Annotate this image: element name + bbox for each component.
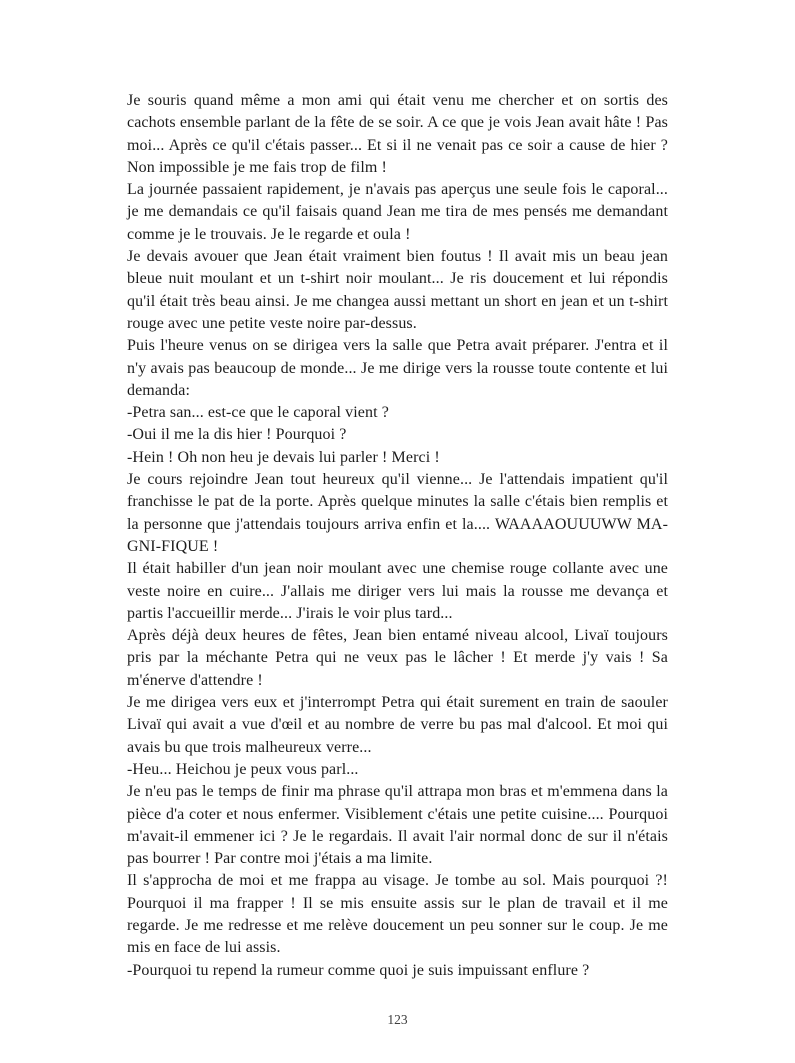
paragraph: -Hein ! Oh non heu je devais lui parler ! Merci ! (127, 448, 440, 466)
paragraph: Je cours rejoindre Jean tout heureux qu'il vienne... Je l'attendais impatient qu'il franchisse le pat de la porte. Après quelque minutes la salle c'étais bien remplis et la personne que j'attendais toujours arriva enfin et la.... WAAAAOUUUWW MA-GNI-FIQUE ! (127, 471, 668, 555)
text-body (127, 90, 668, 982)
paragraph: Je me dirigea vers eux et j'interrompt Petra qui était surement en train de saouler Livaï qui avait a vue d'œil et au nombre de verre bu pas mal d'alcool. Et moi qui avais bu que trois malheureux verre... (127, 694, 668, 756)
paragraph: Je n'eu pas le temps de finir ma phrase qu'il attrapa mon bras et m'emmena dans la pièce d'a coter et nous enfermer. Visiblement c'étais une petite cuisine.... Pourquoi m'avait-il emmener ici ? Je le regardais. Il avait l'air normal donc de sur il n'étais pas bourrer ! Par contre moi j'étais a ma limite. (127, 783, 668, 868)
paragraph: Il s'approcha de moi et me frappa au visage. Je tombe au sol. Mais pourquoi ?! Pourquoi il ma frapper ! Il se mis ensuite assis sur le plan de travail et il me regarde. Je me redresse et me relève doucement un peu sonner sur le coup. Je me mis en face de lui assis. (127, 872, 668, 957)
paragraph: Il était habiller d'un jean noir moulant avec une chemise rouge collante avec une veste noire en cuire... J'allais me diriger vers lui mais la rousse me devança et partis l'accueillir merde... J'irais le voir plus tard... (127, 560, 668, 622)
paragraph: -Heu... Heichou je peux vous parl... (127, 760, 359, 778)
paragraph: La journée passaient rapidement, je n'avais pas aperçus une seule fois le caporal... je me demandais ce qu'il faisais quand Jean me tira de mes pensés me demandant comme je le trouvais. Je le regarde et oula ! (127, 181, 668, 243)
paragraph: Je devais avouer que Jean était vraiment bien foutus ! Il avait mis un beau jean bleue nuit moulant et un t-shirt noir moulant... Je ris doucement et lui répondis qu'il était très beau ainsi. Je me changea aussi mettant un short en jean et un t-shirt rouge avec une petite veste noire par-dessus. (127, 248, 668, 332)
paragraph: -Petra san... est-ce que le caporal vient ? (127, 404, 389, 422)
paragraph: Après déjà deux heures de fêtes, Jean bien entamé niveau alcool, Livaï toujours pris par la méchante Petra qui ne veux pas le lâcher ! Et merde j'y vais ! Sa m'énerve d'attendre ! (127, 627, 668, 689)
paragraph: -Oui il me la dis hier ! Pourquoi ? (127, 426, 347, 444)
paragraph: -Pourquoi tu repend la rumeur comme quoi je suis impuissant enflure ? (127, 961, 590, 979)
paragraph: Je souris quand même a mon ami qui était venu me chercher et on sortis des cachots ensemble parlant de la fête de se soir. A ce que je vois Jean avait hâte ! Pas moi... Après ce qu'il c'étais passer... Et si il ne venait pas ce soir a cause de hier ? Non impossible je me fais trop de film ! (127, 92, 668, 176)
page-number: 123 (387, 1012, 408, 1027)
paragraph: Puis l'heure venus on se dirigea vers la salle que Petra avait préparer. J'entra et il n'y avais pas beaucoup de monde... Je me dirige vers la rousse toute contente et lui demanda: (127, 337, 668, 399)
